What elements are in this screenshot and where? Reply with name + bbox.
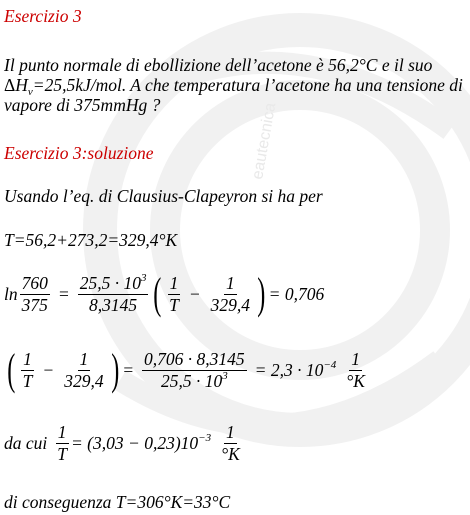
equals-sign: = [122,359,135,380]
fraction-numerator: 1 [226,422,235,442]
watermark-text: eautecnica [249,101,280,181]
equation-1 [4,269,325,318]
fraction-numerator: 1 [57,422,67,442]
left-paren: ( [7,345,16,394]
fraction-denominator: °K [346,370,365,391]
fraction-1-t [55,423,69,464]
fraction-denominator: $25,5 \cdot 10^3$ [160,369,228,391]
enthalpy-subscript: v [27,86,33,98]
equals-sign: = [57,283,70,304]
left-paren: ( [153,269,162,318]
fraction-numerator: 1 [225,272,235,293]
fraction-numerator: 1 [351,348,360,369]
fraction-denominator: T [22,370,33,391]
equation-2-result: = $2,3 \cdot 10^{-4}$ [254,358,337,380]
fraction-product [142,350,247,391]
fraction-denominator: 329,4 [64,370,104,391]
question-text [4,55,466,115]
fraction-denominator: 375 [21,294,48,315]
fraction-numerator: $25,5 \cdot 10^3$ [79,271,147,293]
delta-symbol: Δ [4,75,16,95]
solution-title: Esercizio 3:soluzione [4,143,154,163]
enthalpy-symbol: H [15,75,28,95]
fraction-1-329 [209,274,252,315]
intro-text: Usando l’eq. di Clausius-Clapeyron si ha per [4,186,323,206]
equation-1-result: = 0,706 [268,283,325,304]
fraction-denominator: 8,3145 [89,294,138,315]
right-paren: ) [110,345,119,394]
minus-sign: − [188,283,201,304]
fraction-denominator: °K [221,444,240,464]
fraction-numerator: 0,706 · 8,3145 [144,348,245,369]
fraction-denominator: T [57,444,67,464]
conclusion-text: di conseguenza T=306°K=33°C [4,492,231,512]
right-paren: ) [257,269,266,318]
fraction-numerator: 760 [21,272,48,293]
question-part2: =25,5kJ/mol. A che temperatura l’acetone ha una tensione di vapore di 375mmHg ? [4,75,463,115]
temperature-line: T=56,2+273,2=329,4°K [4,230,178,250]
fraction-numerator: 1 [169,272,179,293]
fraction-1-t [167,274,181,315]
fraction-numerator: 1 [23,348,32,369]
fraction-denominator: 329,4 [210,294,251,315]
equation-2 [4,345,369,394]
minus-sign: − [42,359,55,380]
equation-3 [4,423,244,464]
equation-3-prefix: da cui [4,433,48,453]
fraction-denominator: T [169,294,179,315]
fraction-numerator: 1 [79,348,89,369]
question-part1: Il punto normale di ebollizione dell’acetone è 56,2°C e il suo [4,55,433,75]
fraction-enthalpy-over-r [78,271,149,315]
fraction-760-375 [20,274,50,315]
fraction-1-329 [62,350,105,391]
fraction-1-t [21,350,35,391]
equation-3-middle: = $(3,03 - 0,23)10^{-3}$ [71,432,212,453]
fraction-1-kelvin [344,350,367,391]
exercise-title: Esercizio 3 [4,6,82,26]
ln-operator: ln [4,283,18,304]
fraction-1-kelvin [219,423,242,464]
